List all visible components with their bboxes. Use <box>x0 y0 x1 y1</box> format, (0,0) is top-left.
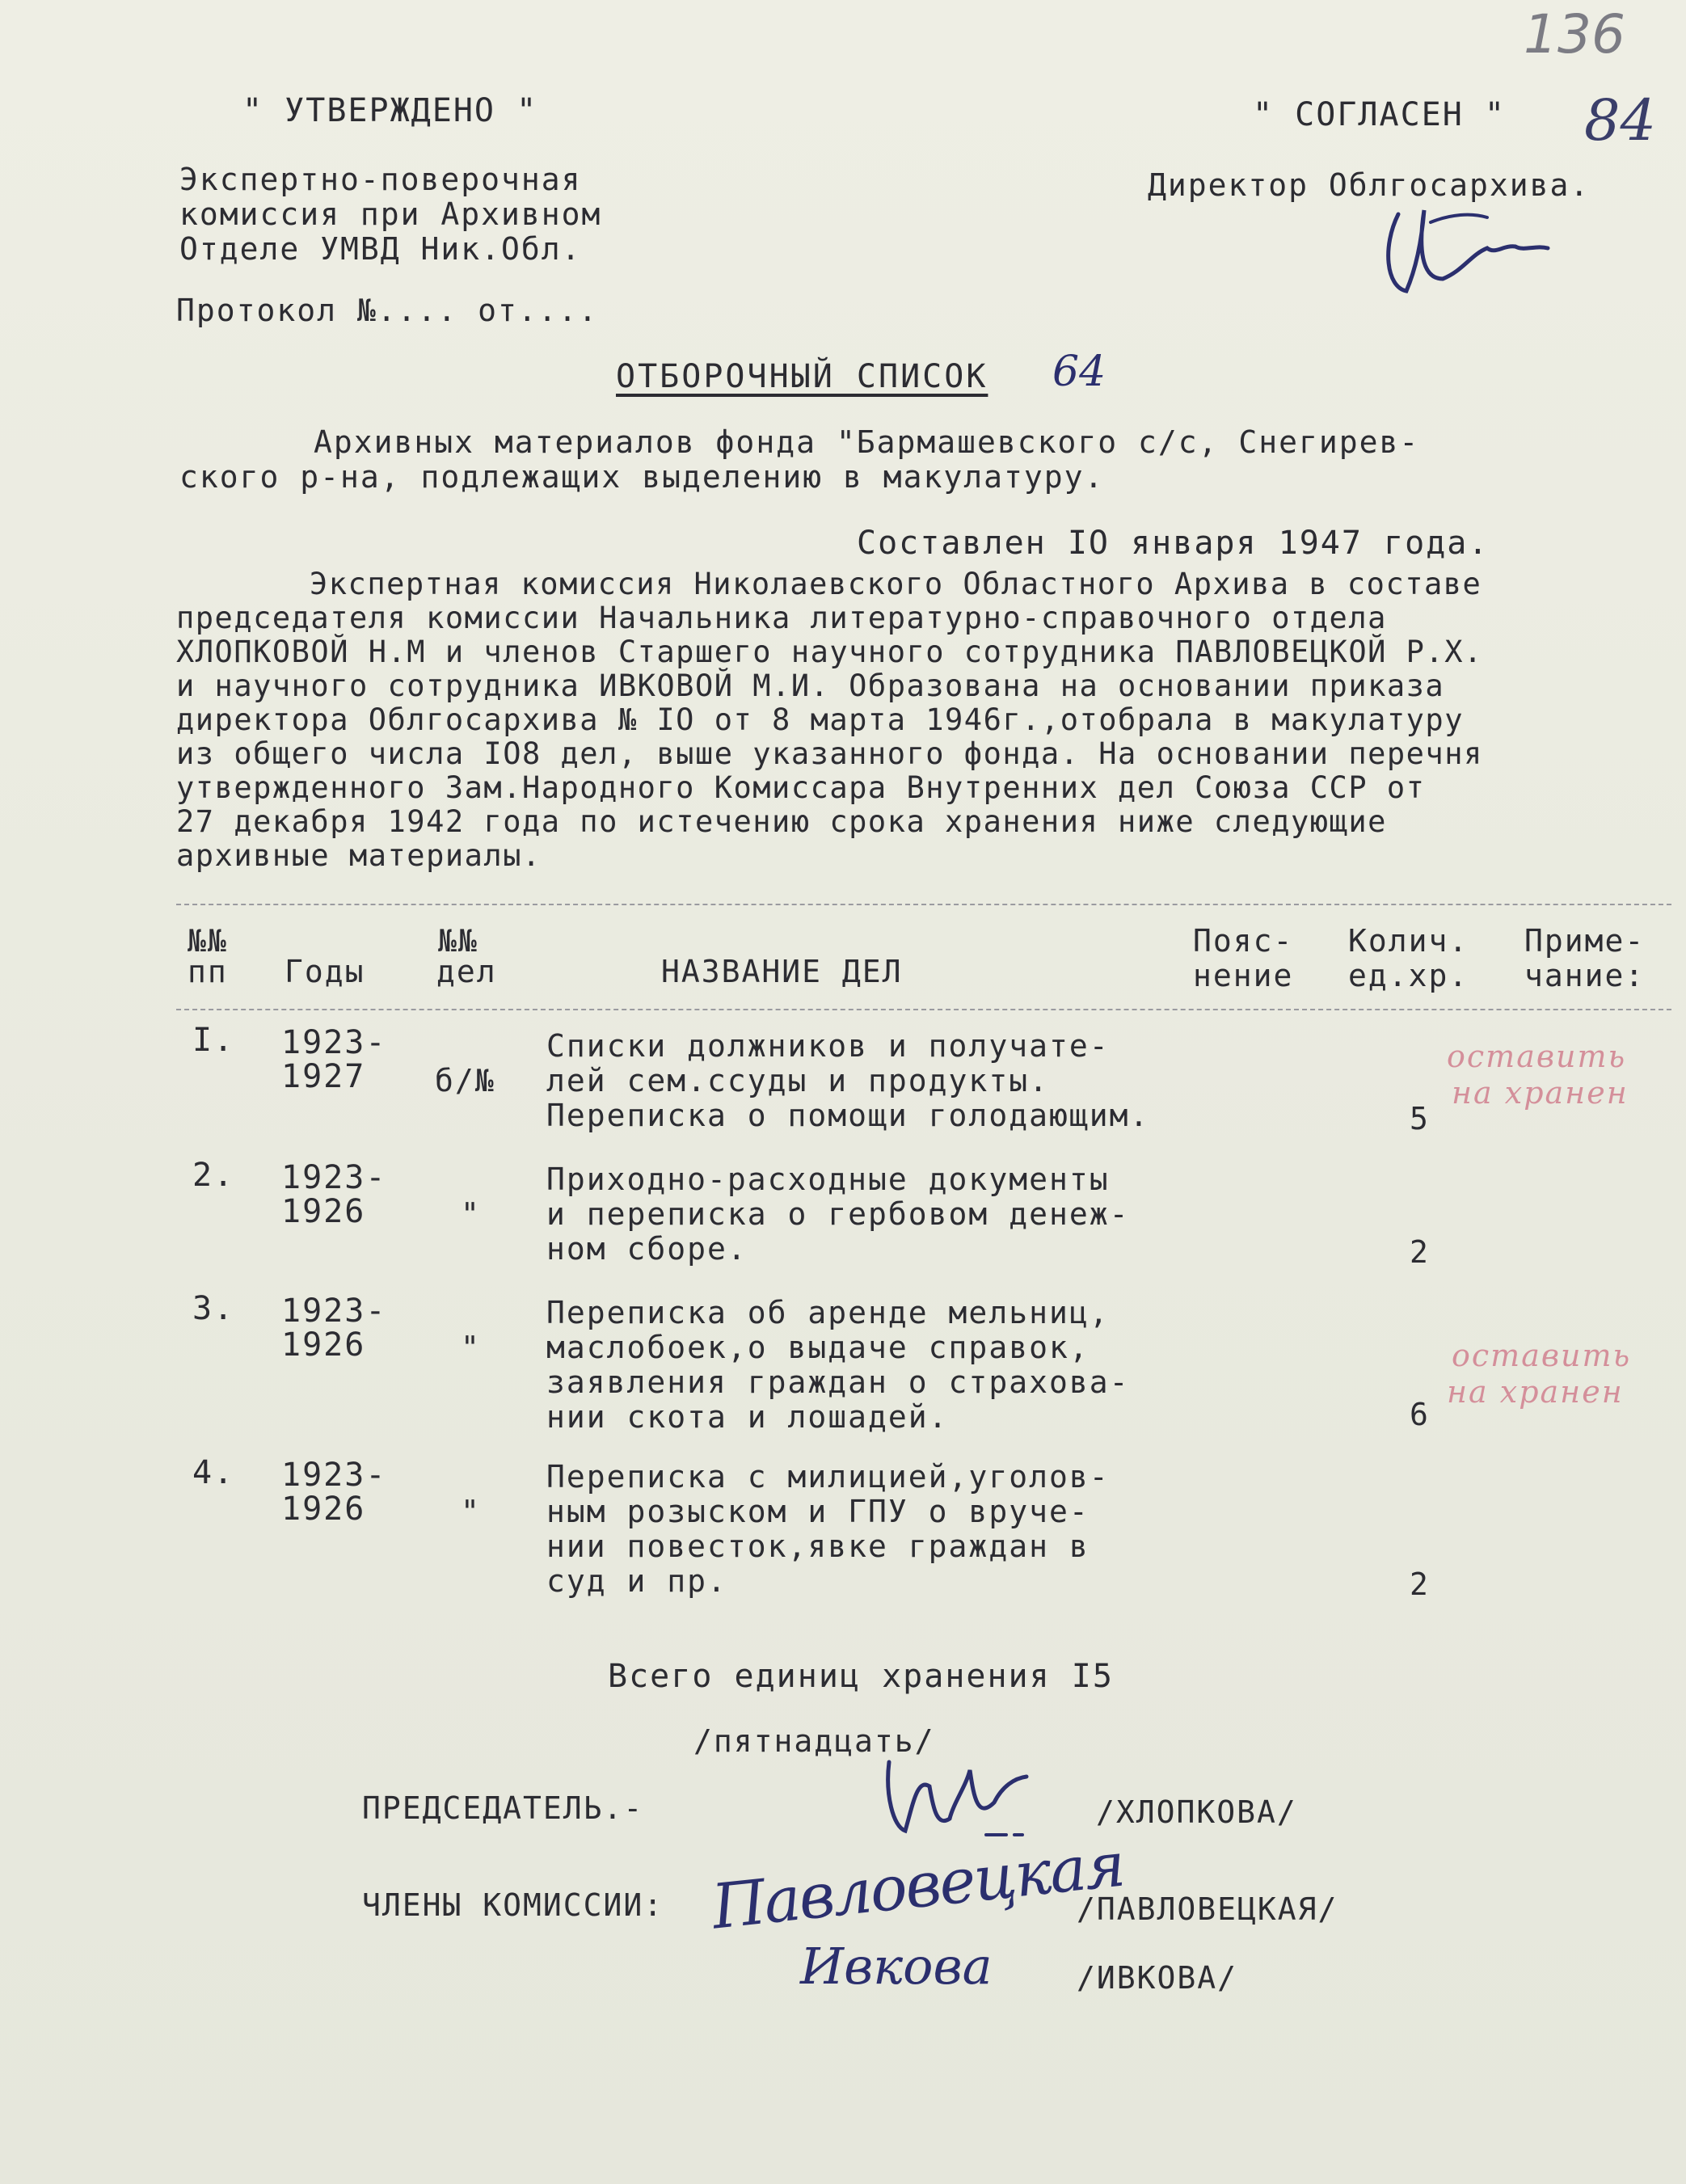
approved-org-line-3: Отделе УМВД Ник.Обл. <box>179 231 582 267</box>
row-2-num: 2. <box>192 1157 235 1194</box>
approved-org-line-2: комиссия при Архивном <box>179 196 602 232</box>
agreed-by: Директор Облгосархива. <box>1148 167 1591 203</box>
col-qty-1: Колич. <box>1348 923 1469 959</box>
col-file-2: дел <box>436 954 497 989</box>
row-1-years-to: 1927 <box>281 1058 366 1095</box>
row-4-name-2: ным розыском и ГПУ о вруче- <box>546 1494 1090 1529</box>
row-3-name-3: заявления граждан о страхова- <box>546 1364 1130 1400</box>
approved-org-line-1: Экспертно-поверочная <box>179 162 582 197</box>
col-years: Годы <box>285 954 365 989</box>
row-2-years-to: 1926 <box>281 1193 366 1230</box>
member-1-signature: Павловецкая <box>708 1828 1128 1943</box>
row-4-num: 4. <box>192 1454 235 1491</box>
row-3-num: 3. <box>192 1290 235 1327</box>
protocol-line: Протокол №.... от.... <box>176 293 599 328</box>
intro-paragraph <box>176 567 1663 873</box>
row-2-name-2: и переписка о гербовом денеж- <box>546 1196 1130 1232</box>
approved-stamp: " УТВЕРЖДЕНО " <box>242 92 538 129</box>
members-label: ЧЛЕНЫ КОМИССИИ: <box>362 1887 664 1923</box>
row-3-qty: 6 <box>1410 1397 1430 1432</box>
row-1-remark-2: на хранен <box>1452 1075 1629 1111</box>
row-1-file: б/№ <box>435 1063 495 1098</box>
row-4-name-4: суд и пр. <box>546 1563 727 1599</box>
row-4-qty: 2 <box>1410 1566 1430 1602</box>
intro-line: из общего числа IO8 дел, выше указанного фонда. На основании перечня <box>176 736 1483 771</box>
row-1-name-1: Списки должников и получате- <box>546 1028 1110 1064</box>
col-num-1: №№ <box>188 923 228 959</box>
row-1-num: I. <box>192 1022 235 1059</box>
compiled-date: Составлен IO января 1947 года. <box>857 525 1490 562</box>
row-1-remark-1: оставить <box>1447 1039 1627 1074</box>
chair-label: ПРЕДСЕДАТЕЛЬ.- <box>362 1790 644 1826</box>
intro-line: утвержденного Зам.Народного Комиссара Внутренних дел Союза ССР от <box>176 770 1426 805</box>
row-2-file: " <box>461 1196 481 1232</box>
row-4-years-to: 1926 <box>281 1490 366 1528</box>
row-1-qty: 5 <box>1410 1101 1430 1136</box>
col-file-1: №№ <box>438 923 478 959</box>
intro-line: директора Облгосархива № IO от 8 марта 1946г.,отобрала в макулатуру <box>176 702 1464 737</box>
intro-line: 27 декабря 1942 года по истечению срока хранения ниже следующие <box>176 804 1387 839</box>
intro-line: ХЛОПКОВОЙ Н.М и членов Старшего научного сотрудника ПАВЛОВЕЦКОЙ Р.Х. <box>176 635 1483 669</box>
sheet-number: 84 <box>1584 87 1657 154</box>
member-2-name: /ИВКОВА/ <box>1077 1960 1238 1996</box>
row-2-name-1: Приходно-расходные документы <box>546 1162 1110 1197</box>
col-name: НАЗВАНИЕ ДЕЛ <box>661 954 903 989</box>
total-words: /пятнадцать/ <box>693 1723 935 1759</box>
col-note-1: Пояс- <box>1193 923 1294 959</box>
subtitle-line-1: Архивных материалов фонда "Бармашевского с/с, Снегирев- <box>314 424 1420 460</box>
row-3-years-to: 1926 <box>281 1326 366 1364</box>
list-number: 64 <box>1052 348 1106 396</box>
col-remark-1: Приме- <box>1524 923 1646 959</box>
intro-line: Экспертная комиссия Николаевского Областного Архива в составе <box>310 567 1482 601</box>
row-3-remark-2: на хранен <box>1447 1374 1624 1410</box>
intro-line: и научного сотрудника ИВКОВОЙ М.И. Образована на основании приказа <box>176 668 1445 703</box>
row-2-name-3: ном сборе. <box>546 1231 748 1267</box>
agreed-stamp: " СОГЛАСЕН " <box>1253 96 1506 133</box>
page-corner-number: 136 <box>1524 3 1625 65</box>
director-signature <box>1374 198 1552 311</box>
row-4-name-3: нии повесток,явке граждан в <box>546 1528 1090 1564</box>
row-2-years-from: 1923- <box>281 1159 387 1196</box>
row-1-years-from: 1923- <box>281 1024 387 1061</box>
row-2-qty: 2 <box>1410 1234 1430 1270</box>
row-3-name-1: Переписка об аренде мельниц, <box>546 1295 1110 1330</box>
row-3-name-2: маслобоек,о выдаче справок, <box>546 1330 1090 1365</box>
col-remark-2: чание: <box>1524 958 1646 993</box>
row-3-years-from: 1923- <box>281 1292 387 1330</box>
subtitle-line-2: ского р-на, подлежащих выделению в макулатуру. <box>179 459 1105 495</box>
document-title: ОТБОРОЧНЫЙ СПИСОК <box>616 358 988 395</box>
row-1-name-2: лей сем.ссуды и продукты. <box>546 1063 1049 1098</box>
row-3-name-4: нии скота и лошадей. <box>546 1399 949 1435</box>
table-header-rule <box>176 1009 1671 1010</box>
row-4-file: " <box>461 1494 481 1529</box>
chair-name: /ХЛОПКОВА/ <box>1096 1794 1297 1830</box>
member-1-name: /ПАВЛОВЕЦКАЯ/ <box>1077 1891 1338 1927</box>
row-3-file: " <box>461 1330 481 1365</box>
intro-line: председателя комиссии Начальника литературно-справочного отдела <box>176 601 1387 635</box>
row-4-years-from: 1923- <box>281 1457 387 1494</box>
member-2-signature: Ивкова <box>800 1937 993 1996</box>
col-num-2: пп <box>188 954 228 989</box>
col-qty-2: ед.хр. <box>1348 958 1469 993</box>
table-top-rule <box>176 904 1671 905</box>
intro-line: архивные материалы. <box>176 838 542 873</box>
row-3-remark-1: оставить <box>1452 1338 1632 1373</box>
col-note-2: нение <box>1193 958 1294 993</box>
row-1-name-3: Переписка о помощи голодающим. <box>546 1098 1150 1133</box>
total-line: Всего единиц хранения I5 <box>608 1658 1114 1695</box>
row-4-name-1: Переписка с милицией,уголов- <box>546 1459 1110 1495</box>
